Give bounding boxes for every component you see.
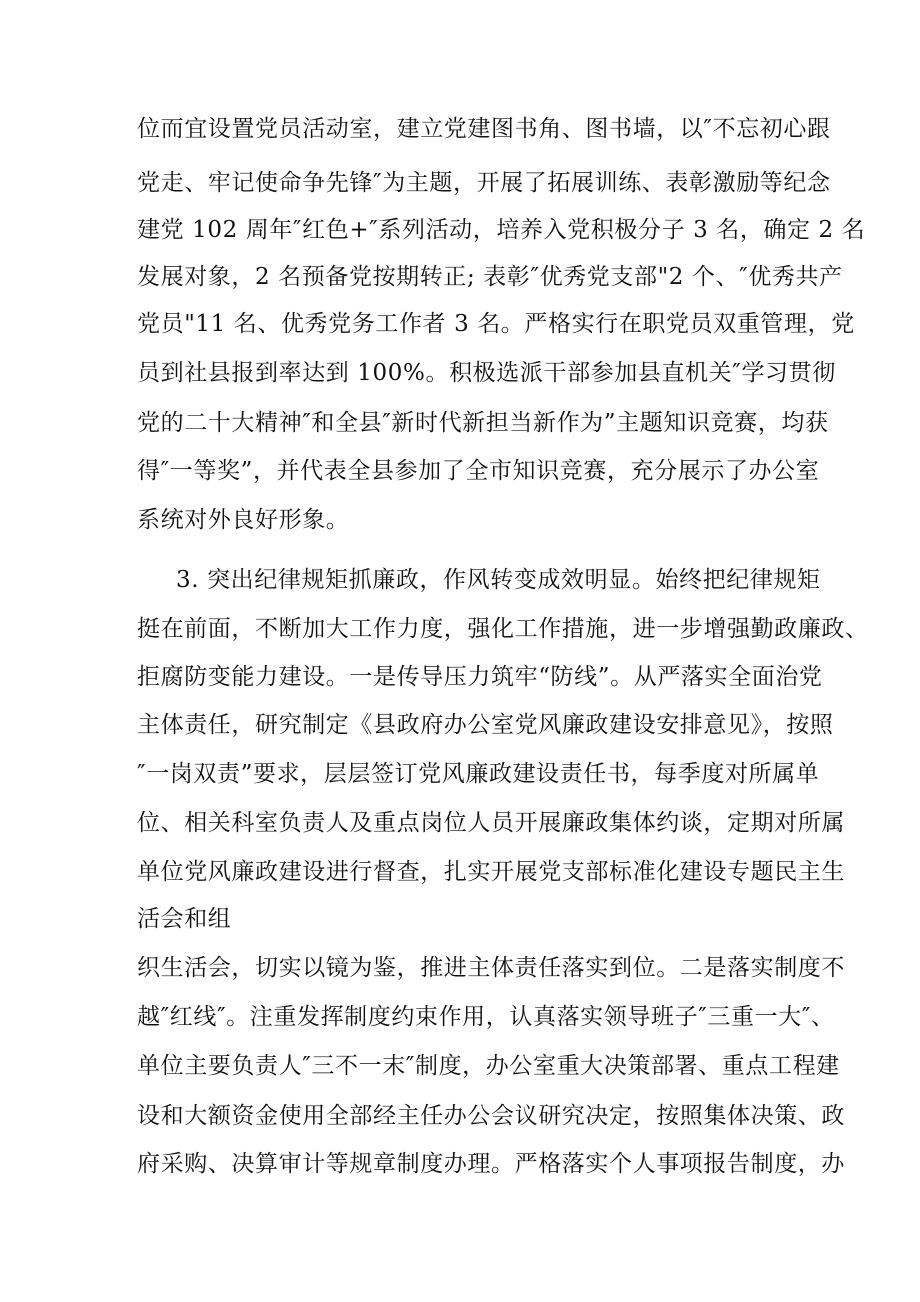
text-line: 党员"11 名、优秀党务工作者 3 名。严格实行在职党员双重管理，党 [137,311,855,337]
text-line: 挺在前面，不断加大工作力度，强化工作措施，进一步增强勤政廉政、 [137,616,869,642]
text-line: 位、相关科室负责人及重点岗位人员开展廉政集体约谈，定期对所属 [137,810,845,836]
text-line: 位而宜设置党员活动室，建立党建图书角、图书墙，以″不忘初心跟 [137,116,831,142]
text-line: 建党 102 周年″红色+″系列活动，培养入党积极分子 3 名，确定 2 名 [137,217,866,243]
text-line: 党走、牢记使命争先锋″为主题，开展了拓展训练、表彰激励等纪念 [137,170,831,196]
text-line: 府采购、决算审计等规章制度办理。严格落实个人事项报告制度，办 [137,1151,845,1177]
text-line: 发展对象，2 名预备党按期转正; 表彰″优秀党支部"2 个、″优秀共产 [137,264,843,290]
text-line: 党的二十大精神″和全县″新时代新担当新作为”主题知识竞赛，均获 [137,410,829,436]
section-heading-line: 3. 突出纪律规矩抓廉政，作风转变成效明显。始终把纪律规矩 [176,567,821,593]
text-line: 拒腐防变能力建设。一是传导压力筑牢“防线”。从严落实全面治党 [137,664,823,690]
text-line: 单位党风廉政建设进行督查，扎实开展党支部标准化建设专题民主生 [137,859,845,885]
text-line: ″一岗双责”要求，层层签订党风廉政建设责任书，每季度对所属单 [137,761,820,787]
text-line: 系统对外良好形象。 [137,507,350,533]
text-line: 单位主要负责人″三不一末″制度，办公室重大决策部署、重点工程建 [137,1053,840,1079]
text-line: 织生活会，切实以镜为鉴，推进主体责任落实到位。二是落实制度不 [137,955,845,981]
text-line: 主体责任，研究制定《县政府办公室党风廉政建设安排意见》，按照 [137,712,834,738]
text-line: 员到社县报到率达到 100%。积极选派干部参加县直机关″学习贯彻 [137,360,836,386]
text-line: 活会和组 [137,906,232,932]
text-line: 设和大额资金使用全部经主任办公会议研究决定，按照集体决策、政 [137,1103,845,1129]
text-line: 越″红线″。注重发挥制度约束作用，认真落实领导班子″三重一大″、 [137,1004,835,1030]
text-line: 得″一等奖”，并代表全县参加了全市知识竞赛，充分展示了办公室 [137,458,820,484]
